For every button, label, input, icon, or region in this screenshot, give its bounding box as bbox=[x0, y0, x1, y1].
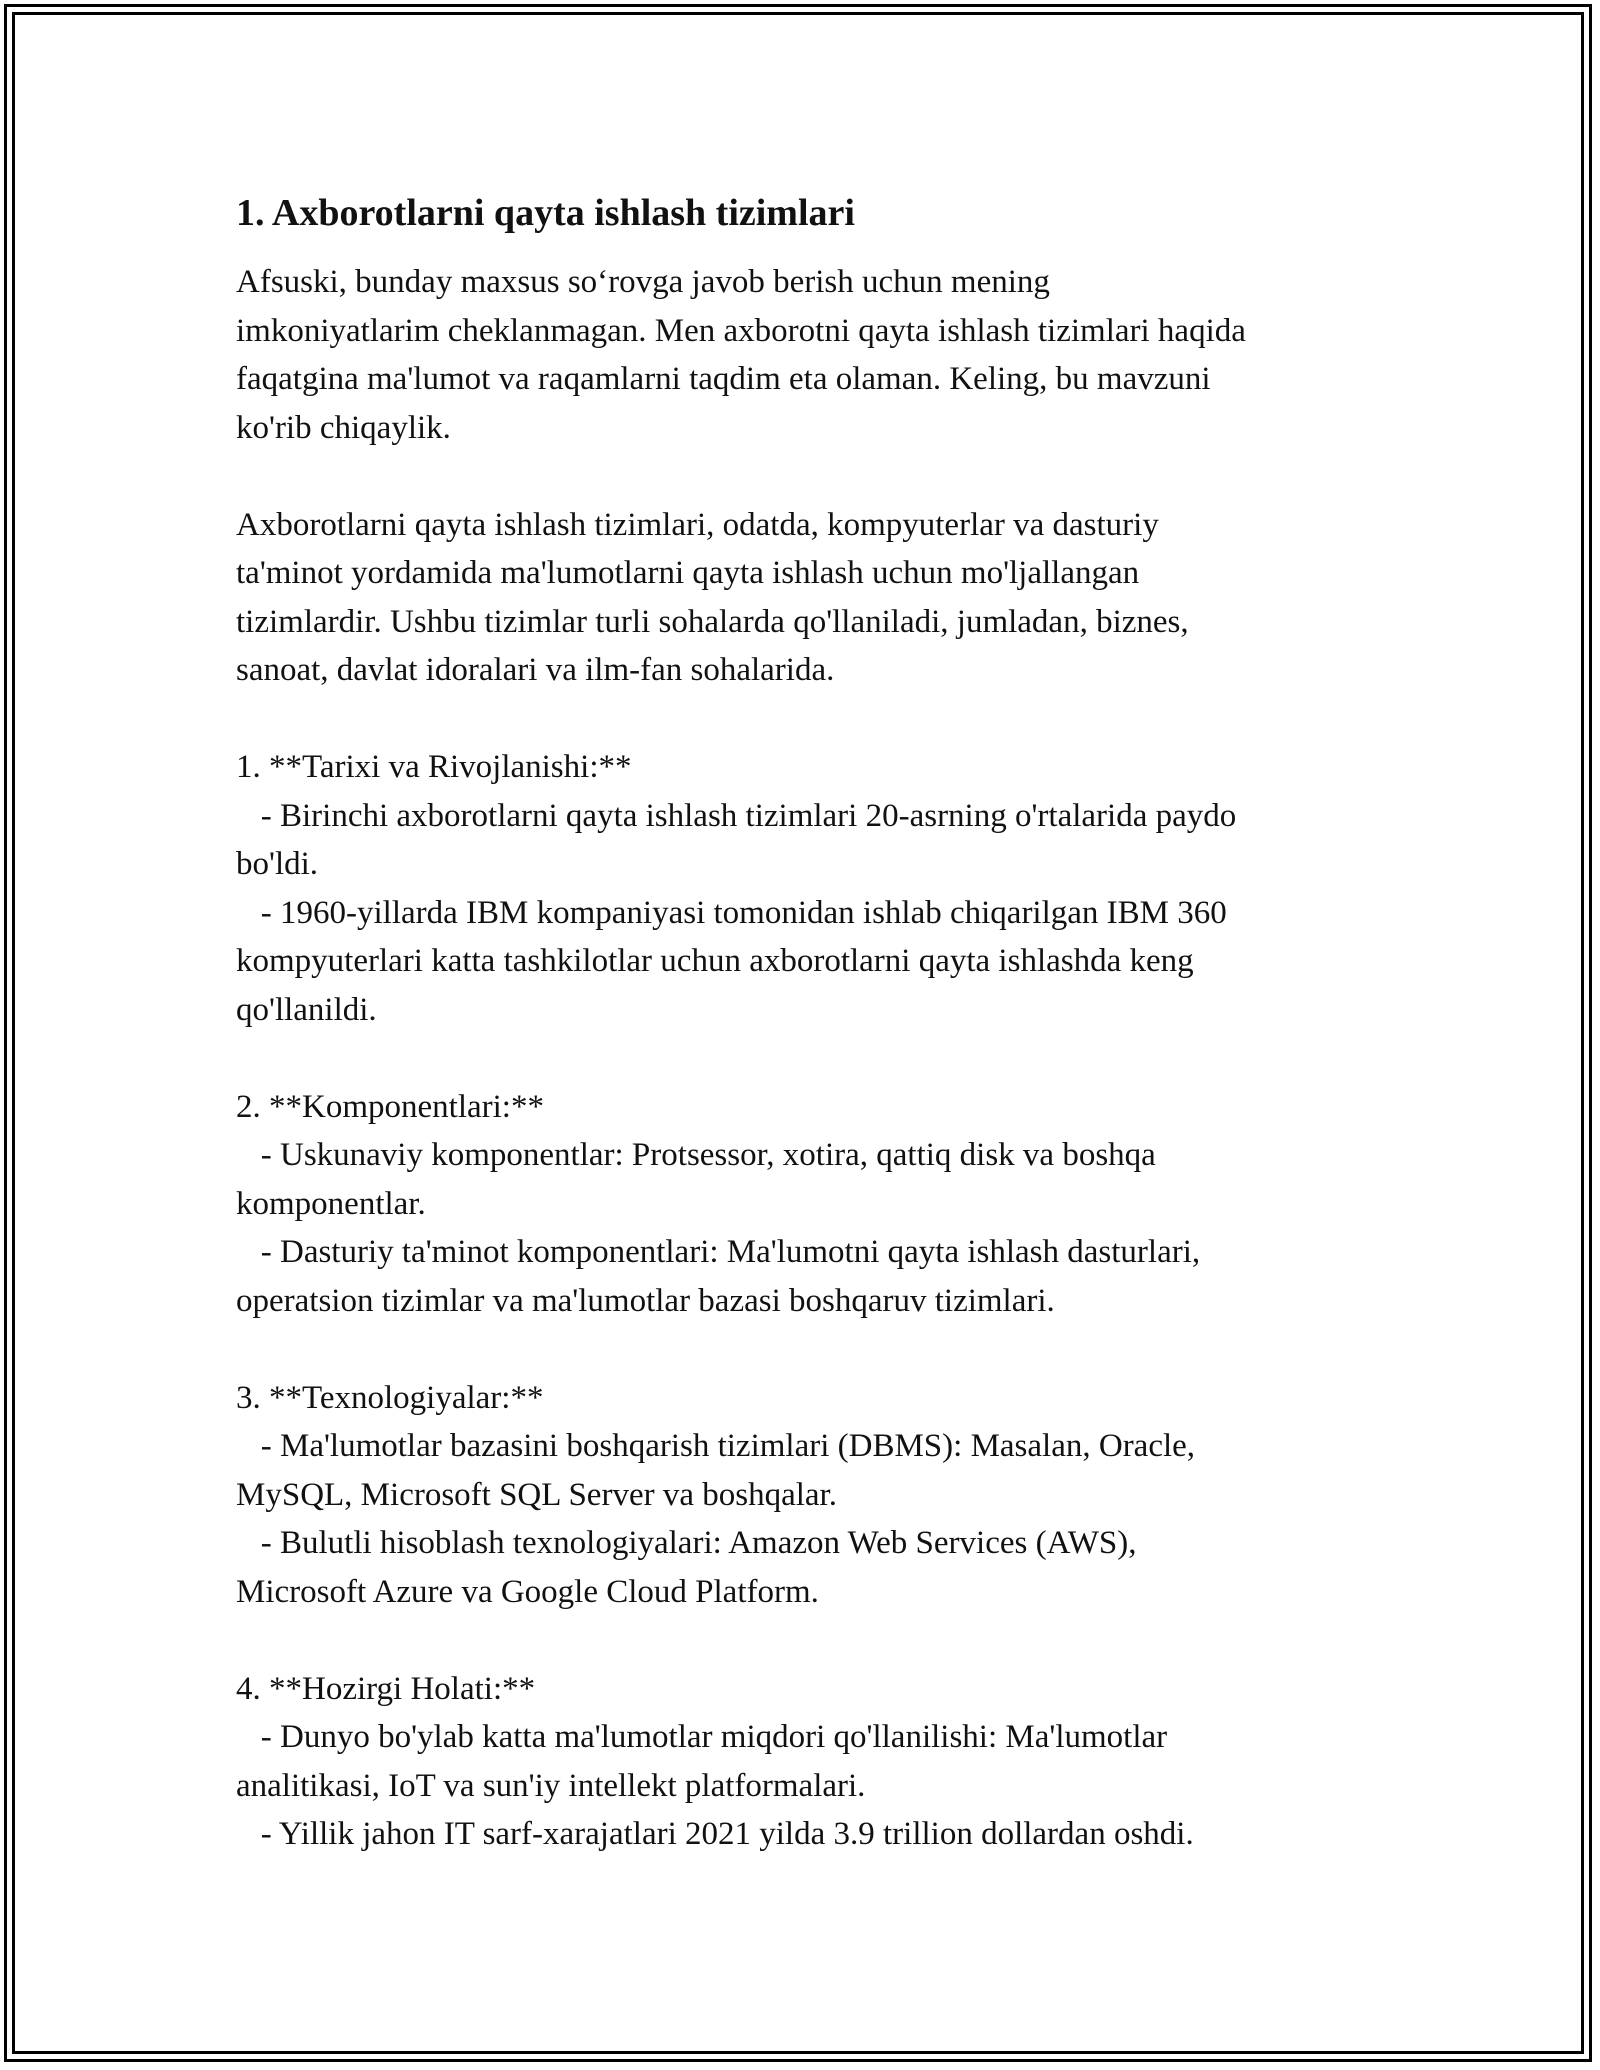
document-body: Afsuski, bunday maxsus so‘rovga javob berish uchun mening imkoniyatlarim cheklanmagan. Men axborotni qayta ishlash tizimlari haqida faqatgina ma'lumot va raqamlarni taqdim eta olaman. Keling, bu mavzuni ko'rib chiqaylik. Axborotlarni qayta ishlash tizimlari, odatda, kompyuterlar va dasturiy ta'minot yordamida ma'lumotlarni qayta ishlash uchun mo'ljallangan tizimlardir. Ushbu tizimlar turli sohalarda qo'llaniladi, jumladan, biznes, sanoat, davlat idoralari va ilm-fan sohalarida. 1. **Tarixi va Rivojlanishi:** - Birinchi axborotlarni qayta ishlash tizimlari 20-asrning o'rtalarida paydo bo'ldi. - 1960-yillarda IBM kompaniyasi tomonidan ishlab chiqarilgan IBM 360 kompyuterlari katta tashkilotlar uchun axborotlarni qayta ishlashda keng qo'llanildi. 2. **Komponentlari:** - Uskunaviy komponentlar: Protsessor, xotira, qattiq disk va boshqa komponentlar. - Dasturiy ta'minot komponentlari: Ma'lumotni qayta ishlash dasturlari, operatsion tizimlar va ma'lumotlar bazasi boshqaruv tizimlari. 3. **Texnologiyalar:** - Ma'lumotlar bazasini boshqarish tizimlari (DBMS): Masalan, Oracle, MySQL, Microsoft SQL Server va boshqalar. - Bulutli hisoblash texnologiyalari: Amazon Web Services (AWS), Microsoft Azure va Google Cloud Platform. 4. **Hozirgi Holati:** - Dunyo bo'ylab katta ma'lumotlar miqdori qo'llanilishi: Ma'lumotlar analitikasi, IoT va sun'iy intellekt platformalari. - Yillik jahon IT sarf-xarajatlari 2021 yilda 3.9 trillion dollardan oshdi. bbox=[236, 264, 1246, 1852]
document-title: 1. Axborotlarni qayta ishlash tizimlari bbox=[236, 192, 855, 234]
document-content bbox=[236, 188, 1386, 1859]
